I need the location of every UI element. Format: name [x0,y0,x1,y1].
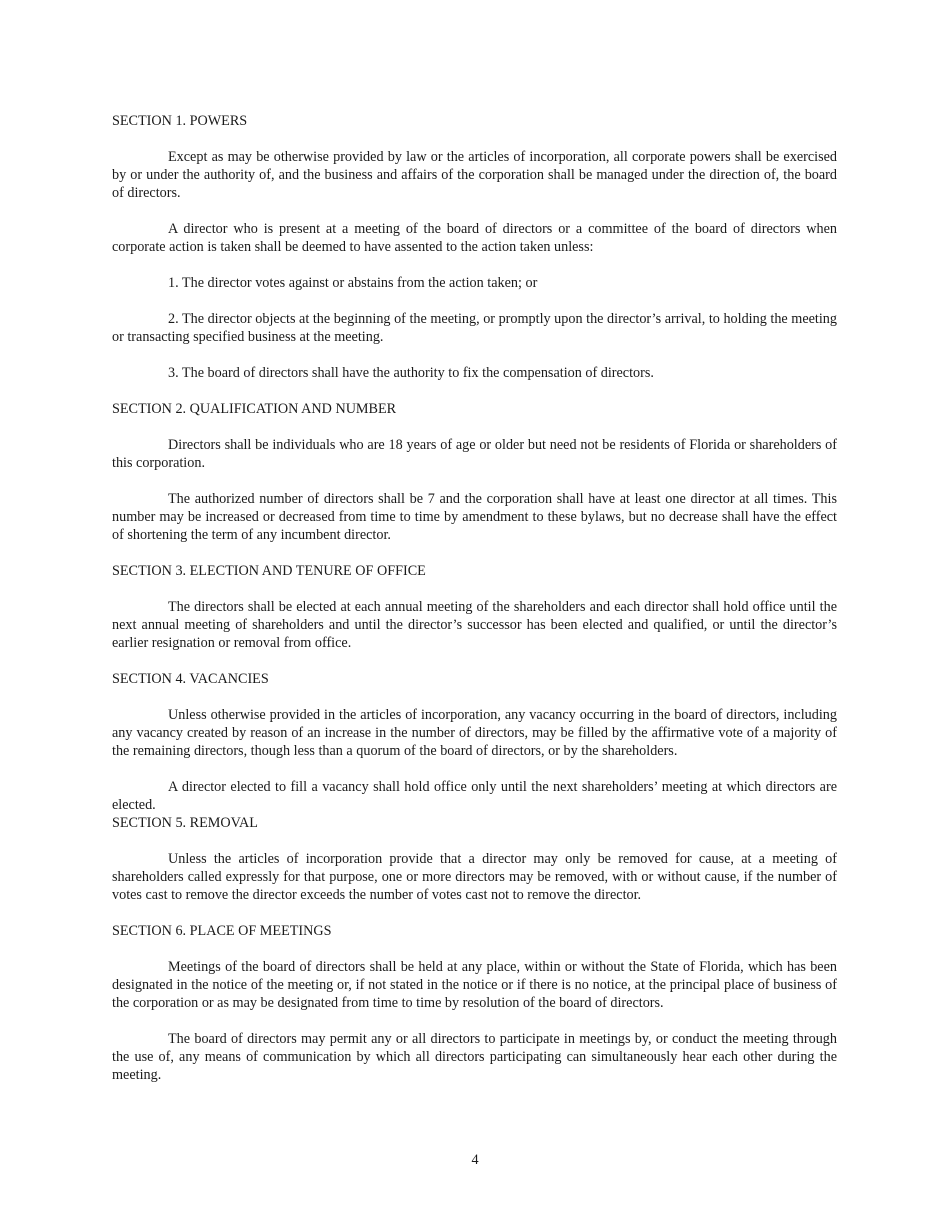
section-3 [112,562,837,652]
section-heading: SECTION 4. VACANCIES [112,671,269,687]
paragraph: The authorized number of directors shall be 7 and the corporation shall have at least one director at all times. This number may be increased or decreased from time to time by amendment to these bylaws, but no decrease shall have the effect of shortening the term of any incumbent director. [112,491,837,543]
section-4 [112,670,837,814]
paragraph: A director who is present at a meeting of the board of directors or a committee of the board of directors when corporate action is taken shall be deemed to have assented to the action taken unless: [112,221,837,255]
list-item: 3. The board of directors shall have the authority to fix the compensation of directors. [168,365,654,381]
list-item: 2. The director objects at the beginning of the meeting, or promptly upon the director’s arrival, to holding the meeting or transacting specified business at the meeting. [112,311,837,345]
section-1 [112,112,837,382]
paragraph: Meetings of the board of directors shall be held at any place, within or without the State of Florida, which has been designated in the notice of the meeting or, if not stated in the notice or if there is no notice, at the principal place of business of the corporation or as may be designated from time to time by resolution of the board of directors. [112,959,837,1011]
section-2 [112,400,837,544]
paragraph: Directors shall be individuals who are 18 years of age or older but need not be residents of Florida or shareholders of this corporation. [112,437,837,471]
page-number: 4 [471,1152,479,1168]
section-heading: SECTION 5. REMOVAL [112,815,258,831]
paragraph: Unless the articles of incorporation provide that a director may only be removed for cause, at a meeting of shareholders called expressly for that purpose, one or more directors may be removed, with or without cause, if the number of votes cast to remove the director exceeds the number of votes cast not to remove the director. [112,851,837,903]
paragraph: Except as may be otherwise provided by law or the articles of incorporation, all corporate powers shall be exercised by or under the authority of, and the business and affairs of the corporation shall be managed under the direction of, the board of directors. [112,149,837,201]
section-heading: SECTION 2. QUALIFICATION AND NUMBER [112,401,397,417]
section-6 [112,922,837,1084]
paragraph: Unless otherwise provided in the articles of incorporation, any vacancy occurring in the board of directors, including any vacancy created by reason of an increase in the number of directors, may be filled by the affirmative vote of a majority of the remaining directors, though less than a quorum of the board of directors, or by the shareholders. [112,707,837,759]
paragraph: The directors shall be elected at each annual meeting of the shareholders and each director shall hold office until the next annual meeting of shareholders and until the director’s successor has been elected and qualified, or until the director’s earlier resignation or removal from office. [112,599,837,651]
paragraph: A director elected to fill a vacancy shall hold office only until the next shareholders’ meeting at which directors are elected. [112,779,837,813]
section-heading: SECTION 6. PLACE OF MEETINGS [112,923,332,939]
section-heading: SECTION 1. POWERS [112,113,248,129]
section-heading: SECTION 3. ELECTION AND TENURE OF OFFICE [112,563,426,579]
document-page [112,112,837,1084]
paragraph: The board of directors may permit any or all directors to participate in meetings by, or conduct the meeting through the use of, any means of communication by which all directors participating can simultaneously hear each other during the meeting. [112,1031,837,1083]
section-5 [112,814,837,904]
list-item: 1. The director votes against or abstains from the action taken; or [168,275,538,291]
